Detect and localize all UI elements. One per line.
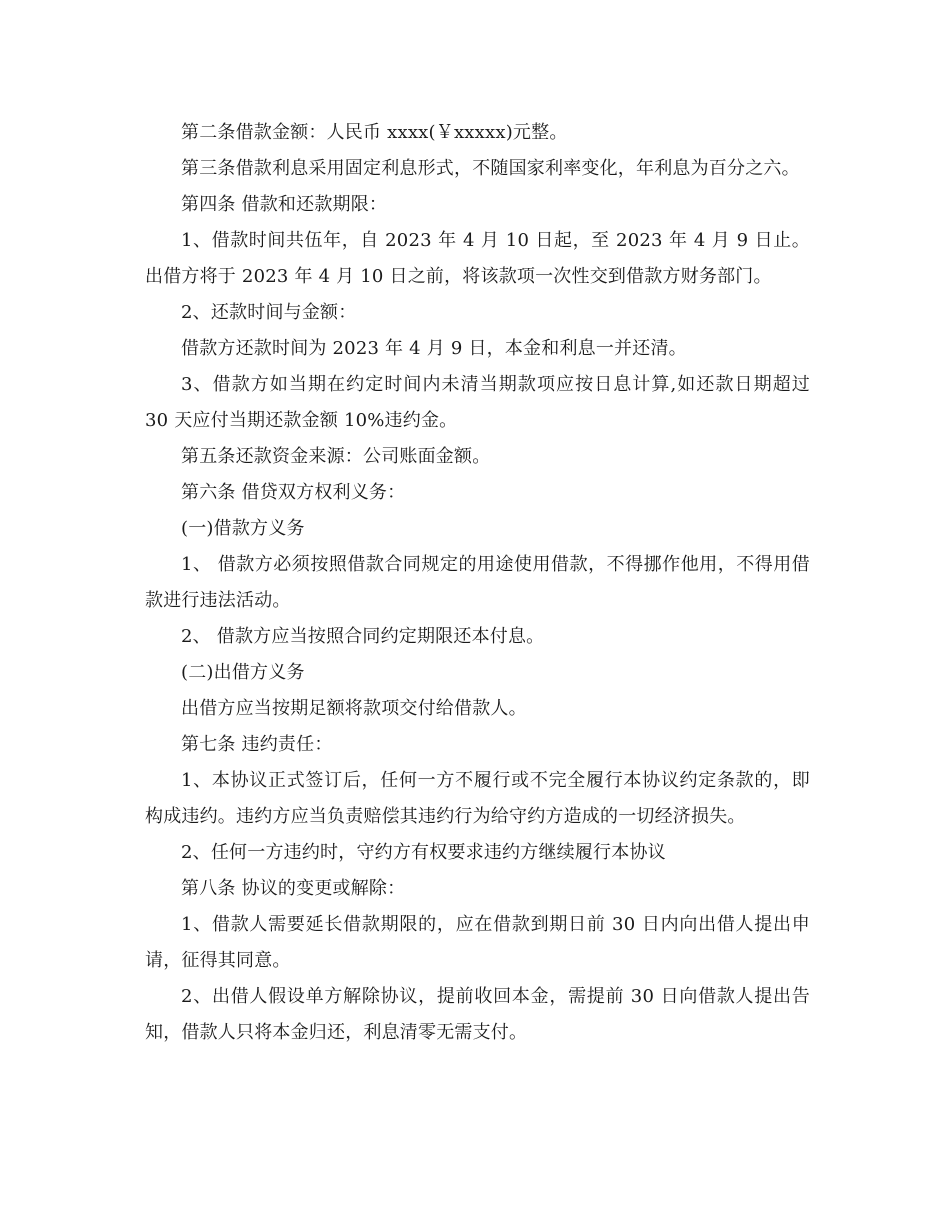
paragraph-article-4-item-1: 1、借款时间共伍年，自 2023 年 4 月 10 日起，至 2023 年 4 月 9 日止。出借方将于 2023 年 4 月 10 日之前，将该款项一次性交到借款方财务部门。	[145, 230, 810, 287]
paragraph-article-7-item-1: 1、本协议正式签订后，任何一方不履行或不完全履行本协议约定条款的，即构成违约。违约方应当负责赔偿其违约行为给守约方造成的一切经济损失。	[145, 770, 810, 827]
paragraph-article-5: 第五条还款资金来源：公司账面金额。	[181, 446, 491, 467]
paragraph-article-7-item-2: 2、任何一方违约时，守约方有权要求违约方继续履行本协议	[181, 842, 666, 863]
paragraph-borrower-obligation-2: 2、 借款方应当按照合同约定期限还本付息。	[181, 626, 545, 647]
paragraph-article-8-item-1: 1、借款人需要延长借款期限的，应在借款到期日前 30 日内向出借人提出申请，征得其同意。	[145, 914, 810, 971]
paragraph-article-8-item-2: 2、出借人假设单方解除协议，提前收回本金，需提前 30 日向借款人提出告知，借款人只将本金归还，利息清零无需支付。	[145, 986, 810, 1043]
paragraph-lender-obligations-heading: (二)出借方义务	[181, 662, 305, 683]
paragraph-article-4-item-3: 3、借款方如当期在约定时间内未清当期款项应按日息计算,如还款日期超过 30 天应付当期还款金额 10%违约金。	[145, 374, 810, 431]
document-body	[145, 115, 810, 1051]
paragraph-article-6-heading: 第六条 借贷双方权利义务：	[181, 482, 406, 503]
paragraph-article-3: 第三条借款利息采用固定利息形式，不随国家利率变化，年利息为百分之六。	[181, 158, 800, 179]
paragraph-article-7-heading: 第七条 违约责任：	[181, 734, 333, 755]
paragraph-article-4-heading: 第四条 借款和还款期限：	[181, 194, 388, 215]
paragraph-article-4-item-2-detail: 借款方还款时间为 2023 年 4 月 9 日，本金和利息一并还清。	[181, 338, 687, 359]
paragraph-article-2: 第二条借款金额：人民币 xxxx(￥xxxxx)元整。	[181, 122, 568, 143]
paragraph-borrower-obligations-heading: (一)借款方义务	[181, 518, 305, 539]
paragraph-article-8-heading: 第八条 协议的变更或解除：	[181, 878, 406, 899]
paragraph-borrower-obligation-1: 1、 借款方必须按照借款合同规定的用途使用借款，不得挪作他用，不得用借款进行违法活动。	[145, 554, 810, 611]
paragraph-lender-obligation-1: 出借方应当按期足额将款项交付给借款人。	[181, 698, 527, 719]
paragraph-article-4-item-2: 2、还款时间与金额：	[181, 302, 357, 323]
